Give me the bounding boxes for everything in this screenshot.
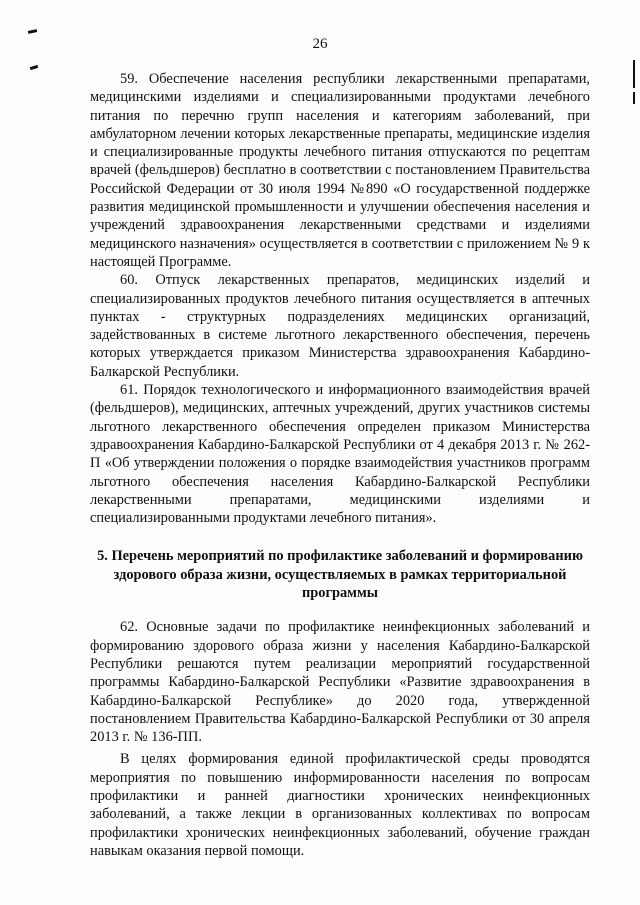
paragraph-60: 60. Отпуск лекарственных препаратов, медицинских изделий и специализированных продуктов лечебного питания осуществляется в аптечных пунктах - структурных подразделениях медицинских организаций, задействованных в системе льготного лекарственного обеспечения, перечень которых утверждается приказом Министерства здравоохранения Кабардино-Балкарской Республики. [90, 272, 590, 380]
document-body [90, 70, 590, 860]
paragraph-62: 62. Основные задачи по профилактике неинфекционных заболеваний и формированию здорового образа жизни у населения Кабардино-Балкарской Республики решаются путем реализации мероприятий государственной программы Кабардино-Балкарской Республики «Развитие здравоохранения в Кабардино-Балкарской Республике» до 2020 года, утвержденной постановлением Правительства Кабардино-Балкарской Республики от 30 апреля 2013 г. № 136-ПП. [90, 619, 590, 746]
paragraph-59: 59. Обеспечение населения республики лекарственными препаратами, медицинскими изделиями и специализированными продуктами лечебного питания по перечню групп населения и категориям заболеваний, при амбулаторном лечении которых лекарственные препараты, медицинские изделия и специализированные продукты лечебного питания отпускаются по рецептам врачей (фельдшеров) бесплатно в соответствии с постановлением Правительства Российской Федерации от 30 июля 1994 №890 «О государственной поддержке развития медицинской промышленности и улучшении обеспечения населения и учреждений здравоохранения лекарственными средствами и изделиями медицинского назначения» осуществляется в соответствии с приложением № 9 к настоящей Программе. [90, 71, 590, 270]
page-number: 26 [312, 36, 328, 52]
scan-mark-left-top [28, 29, 37, 34]
scan-mark-right-2 [633, 92, 635, 104]
paragraph-prevention-measures: В целях формирования единой профилактической среды проводятся мероприятия по повышению информированности населения по вопросам профилактики и ранней диагностики хронических неинфекционных заболеваний, а также лекции в организованных коллективах по вопросам профилактики хронических неинфекционных заболеваний, обучение граждан навыкам оказания первой помощи. [90, 751, 590, 859]
section-heading: 5. Перечень мероприятий по профилактике заболеваний и формированию здорового образа жизни, осуществляемых в рамках территориальной программы [97, 548, 583, 602]
paragraph-61: 61. Порядок технологического и информационного взаимодействия врачей (фельдшеров), медицинских, аптечных учреждений, других участников системы льготного лекарственного обеспечения определен приказом Министерства здравоохранения Кабардино-Балкарской Республики от 4 декабря 2013 г. № 262-П «Об утверждении положения о порядке взаимодействия участников программ льготного обеспечения населения Кабардино-Балкарской Республики лекарственными препаратами, медицинскими изделиями и специализированными продуктами лечебного питания». [90, 382, 590, 527]
scan-mark-right-1 [633, 60, 635, 88]
scan-mark-left-lower [30, 65, 39, 70]
